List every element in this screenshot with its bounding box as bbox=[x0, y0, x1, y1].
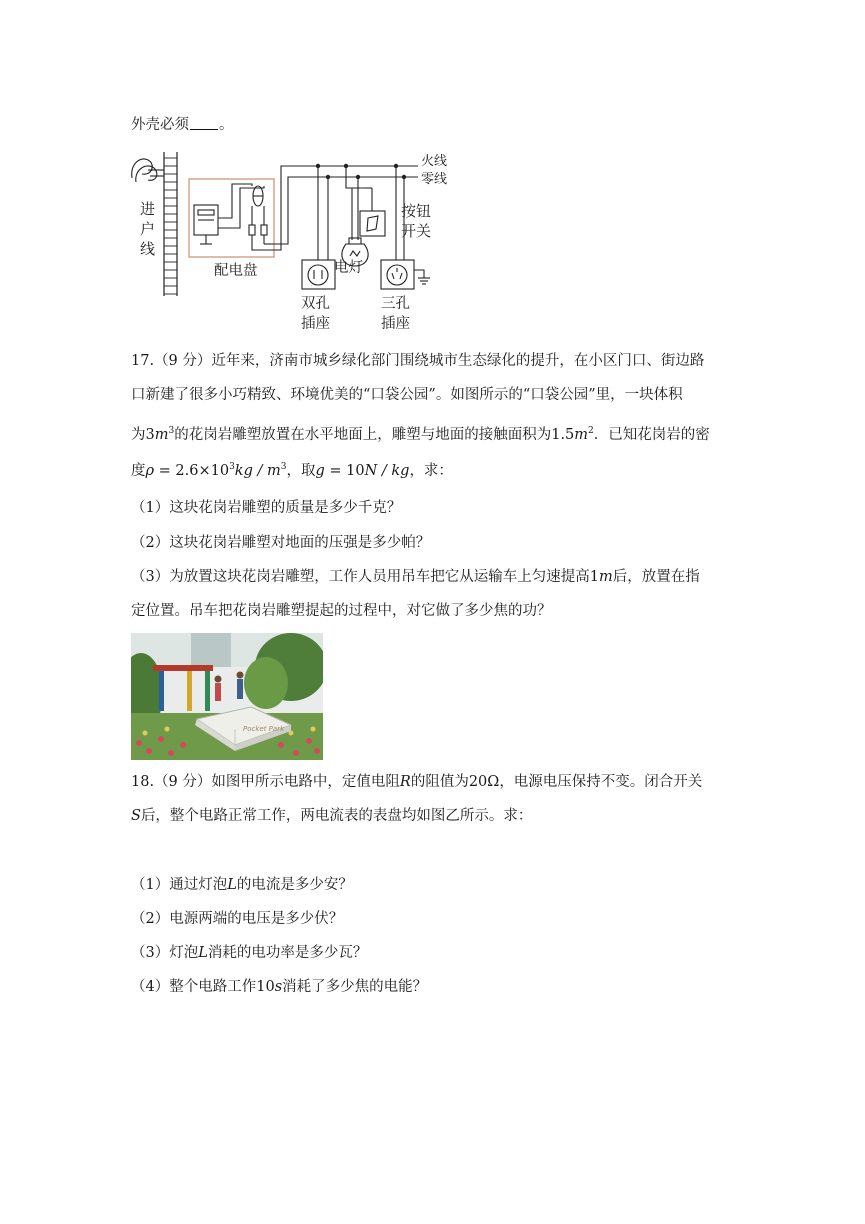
q18-sub4: （4）整个电路工作10s消耗了多少焦的电能？ bbox=[131, 979, 428, 995]
electric-meter bbox=[194, 205, 218, 244]
q17-sub1: （1）这块花岗岩雕塑的质量是多少千克？ bbox=[131, 500, 402, 516]
lamp-label: 电灯 bbox=[334, 260, 363, 276]
push-switch bbox=[360, 188, 385, 236]
push-switch-label-2: 开关 bbox=[401, 222, 432, 240]
service-entrance-label-3: 线 bbox=[140, 240, 156, 258]
main-switch bbox=[249, 186, 267, 244]
live-wire-label: 火线 bbox=[421, 154, 448, 169]
incoming-wire bbox=[132, 159, 164, 182]
switch-symbol: S bbox=[131, 808, 141, 824]
service-entrance-label-2: 户 bbox=[140, 220, 156, 238]
resistance-value: 20Ω bbox=[468, 774, 500, 790]
answer-line-fragment: 外壳必须 。 bbox=[131, 117, 234, 133]
q18-sub3: （3）灯泡L消耗的电功率是多少瓦？ bbox=[131, 945, 368, 961]
area-value: 1.5 bbox=[551, 427, 575, 443]
q17-line4: 度$\rho = 2.6\times 10^3kg / m^3$，取g = 10N / kg，求： bbox=[131, 462, 453, 479]
q17-line2: 口新建了很多小巧精致、环境优美的“口袋公园”。如图所示的“口袋公园”里，一块体积 bbox=[131, 387, 683, 403]
service-entrance-label-1: 进 bbox=[140, 200, 156, 218]
answer-blank[interactable] bbox=[190, 115, 218, 130]
two-hole-socket-label-1: 双孔 bbox=[301, 296, 330, 312]
household-circuit-diagram bbox=[128, 148, 458, 338]
wall-ladder bbox=[164, 152, 177, 296]
pocket-park-photo bbox=[131, 633, 323, 760]
q17-sub2: （2）这块花岗岩雕塑对地面的压强是多少帕？ bbox=[131, 535, 431, 551]
pocket-park-photo-text: Pocket Park bbox=[243, 725, 285, 733]
area-unit: m bbox=[574, 427, 589, 443]
q17-header: 17.（9 分）近年来，济南市城乡绿化部门围绕城市生态绿化的提升，在小区门口、街边路 bbox=[131, 353, 705, 369]
lift-height: 1 bbox=[589, 569, 599, 585]
two-hole-socket bbox=[302, 166, 335, 289]
q18-line2: S后，整个电路正常工作，两电流表的表盘均如图乙所示。求： bbox=[131, 808, 533, 824]
three-hole-socket-label-1: 三孔 bbox=[381, 296, 410, 312]
q18-sub1: （1）通过灯泡L的电流是多少安？ bbox=[131, 877, 353, 893]
q17-sub3: （3）为放置这块花岗岩雕塑，工作人员用吊车把它从运输车上匀速提高1m后，放置在指 bbox=[131, 569, 700, 585]
q17-line3: 为$3m^3$的花岗岩雕塑放置在水平地面上，雕塑与地面的接触面积为$1.5m^2$．已知花岗岩的密 bbox=[131, 426, 710, 443]
q18-header: 18.（9 分）如图甲所示电路中，定值电阻R的阻值为20Ω，电源电压保持不变。闭合开关 bbox=[131, 774, 703, 790]
resistor-symbol: R bbox=[399, 774, 411, 790]
two-hole-socket-label-2: 插座 bbox=[301, 316, 330, 332]
distribution-board-label: 配电盘 bbox=[214, 263, 258, 279]
q17-sub3-cont: 定位置。吊车把花岗岩雕塑提起的过程中，对它做了多少焦的功？ bbox=[131, 603, 552, 619]
volume-value: 3 bbox=[145, 427, 155, 443]
push-switch-label-1: 按钮 bbox=[401, 202, 432, 220]
volume-unit: m bbox=[154, 427, 169, 443]
time-value: 10 bbox=[256, 979, 275, 995]
three-hole-socket-label-2: 插座 bbox=[381, 316, 410, 332]
gravity-symbol: g bbox=[315, 463, 325, 479]
density-symbol: ρ bbox=[145, 463, 155, 479]
neutral-wire-label: 零线 bbox=[421, 172, 448, 187]
q18-sub2: （2）电源两端的电压是多少伏？ bbox=[131, 911, 344, 927]
